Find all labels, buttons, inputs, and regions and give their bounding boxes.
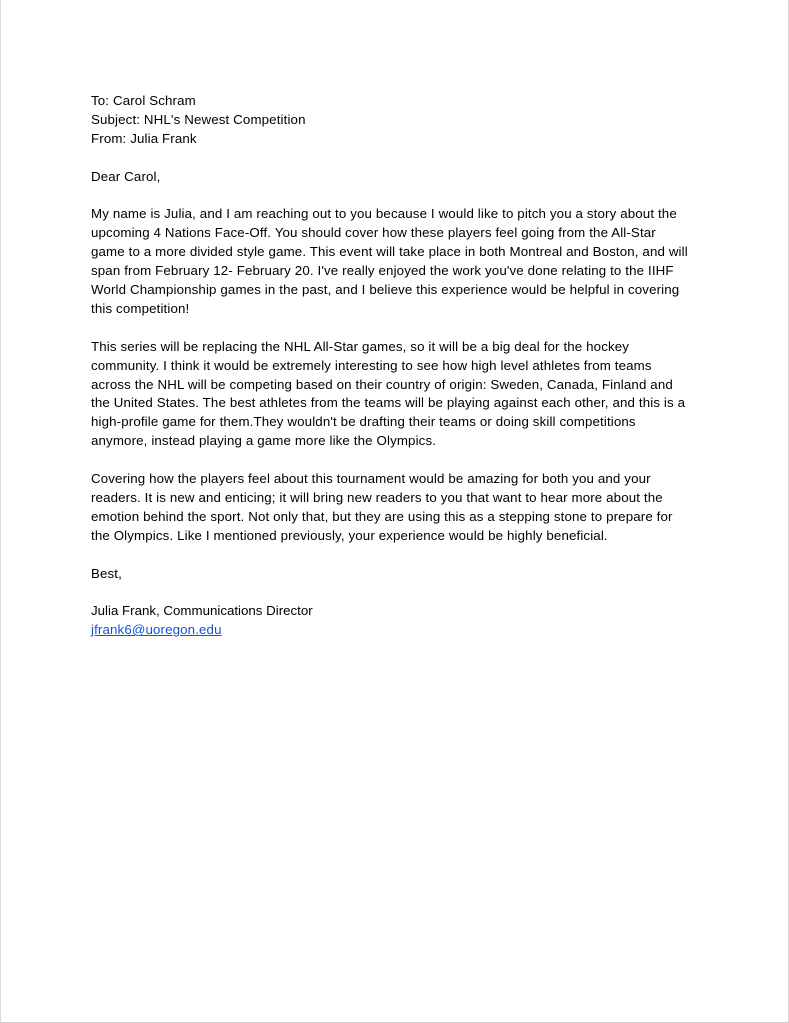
signature-name: Julia Frank, Communications Director	[91, 603, 313, 619]
spacer	[91, 319, 691, 338]
page-edge-left	[0, 0, 1, 1023]
salutation: Dear Carol,	[91, 168, 161, 184]
spacer	[91, 583, 691, 602]
recipient-line: To: Carol Schram	[91, 93, 196, 108]
paragraph-3: Covering how the players feel about this tournament would be amazing for both you and your readers. It is new and enticing; it will bring new readers to you that want to hear more about the emotion behind the sport. Not only that, but they are using this as a stepping stone to prepare for the Olympics. Like I mentioned previously, your experience would be highly beneficial.	[91, 471, 673, 543]
email-link[interactable]: jfrank6@uoregon.edu	[91, 622, 222, 638]
signature-email-line	[91, 621, 691, 640]
spacer	[91, 149, 691, 168]
paragraph-1: My name is Julia, and I am reaching out to you because I would like to pitch you a story about the upcoming 4 Nations Face-Off. You should cover how these players feel going from the All-Star game to a more divided style game. This event will take place in both Montreal and Boston, and will span from February 12- February 20. I've really enjoyed the work you've done relating to the IIHF World Championship games in the past, and I believe this experience would be helpful in covering this competition!	[91, 206, 688, 316]
spacer	[91, 187, 691, 206]
closing: Best,	[91, 565, 122, 581]
spacer	[91, 451, 691, 470]
sender-line: From: Julia Frank	[91, 130, 197, 146]
subject-line: Subject: NHL's Newest Competition	[91, 111, 306, 127]
spacer	[91, 546, 691, 565]
letter-body	[91, 92, 691, 640]
paragraph-2: This series will be replacing the NHL All-Star games, so it will be a big deal for the hockey community. I think it would be extremely interesting to see how high level athletes from teams across the NHL will be competing based on their country of origin: Sweden, Canada, Finland and the United States. The best athletes from the teams will be playing against each other, and this is a high-profile game for them.They wouldn't be drafting their teams or doing skill competitions anymore, instead playing a game more like the Olympics.	[91, 338, 686, 449]
letter-header	[91, 92, 691, 149]
